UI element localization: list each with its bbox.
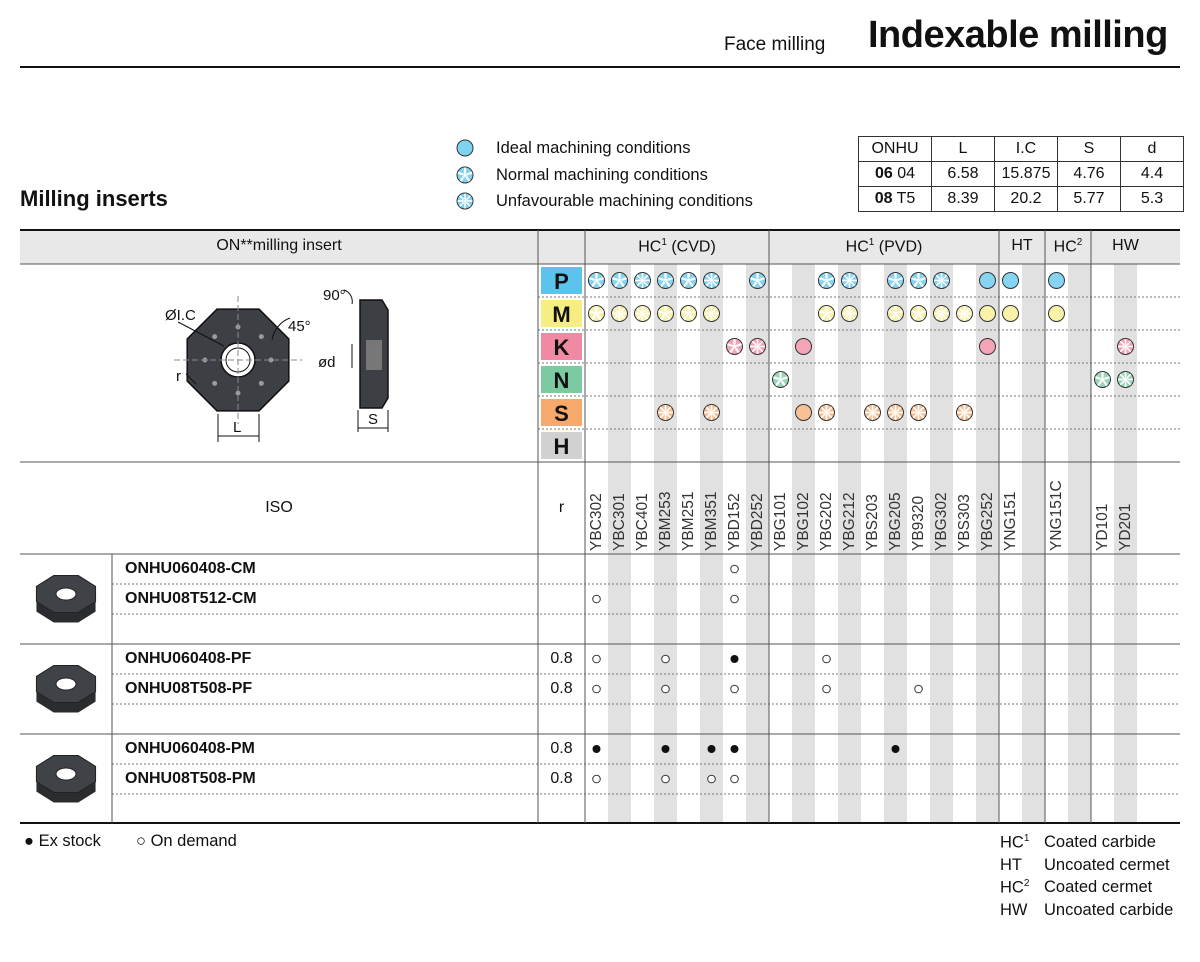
- grade-label: YNG151: [1002, 491, 1019, 551]
- insert-photo: [36, 576, 95, 623]
- dim-value: 5.77: [1058, 187, 1121, 212]
- group-header: [769, 237, 999, 256]
- unfavourable-icon: [658, 405, 674, 421]
- group-header: [1091, 237, 1160, 255]
- unfavourable-icon: [1118, 339, 1134, 355]
- normal-icon: [727, 339, 743, 355]
- abbrev-code-text: HC: [1000, 878, 1024, 897]
- unfavourable-icon: [635, 273, 651, 289]
- grade-label: YBD252: [749, 493, 766, 551]
- group-code: HC: [638, 238, 662, 256]
- product-code: ONHU060408-CM: [125, 560, 256, 577]
- grade-label: YBC301: [611, 493, 628, 551]
- dim-value: 4.76: [1058, 162, 1121, 187]
- L-label: L: [233, 419, 242, 436]
- abbrev-desc: Coated cermet: [1044, 878, 1153, 896]
- on-demand-mark: [731, 595, 739, 603]
- ideal-icon: [980, 273, 996, 289]
- dim-value: 5.3: [1121, 187, 1184, 212]
- ideal-icon: [796, 405, 812, 421]
- product-code: ONHU08T508-PM: [125, 770, 256, 787]
- r-header: r: [558, 499, 565, 516]
- abbrev-desc: Uncoated cermet: [1044, 855, 1170, 874]
- abbrev-code: [1000, 901, 1028, 920]
- on-demand-mark: [731, 565, 739, 573]
- normal-icon: [612, 273, 628, 289]
- grade-label: YBG212: [841, 492, 858, 551]
- dim-header: L: [932, 137, 995, 162]
- legend-normal-label: Normal machining conditions: [496, 166, 708, 184]
- unfavourable-icon: [612, 306, 628, 322]
- unfavourable-icon: [934, 306, 950, 322]
- grade-label: YBM251: [680, 491, 697, 551]
- unfavourable-icon: [842, 306, 858, 322]
- material-letter: S: [554, 401, 569, 426]
- ideal-icon: [1049, 306, 1065, 322]
- normal-icon: [681, 306, 697, 322]
- unfavourable-icon: [957, 306, 973, 322]
- on-demand-mark: [662, 655, 670, 663]
- normal-icon: [773, 372, 789, 388]
- corner-radius: 0.8: [550, 740, 573, 757]
- unfavourable-icon: [865, 405, 881, 421]
- abbrev-desc: Uncoated carbide: [1044, 900, 1174, 919]
- unfavourable-icon: [635, 306, 651, 322]
- section-title: Milling inserts: [20, 186, 168, 211]
- normal-icon: [681, 273, 697, 289]
- ideal-icon: [980, 339, 996, 355]
- normal-icon: [589, 273, 605, 289]
- column-stripe: [1022, 264, 1045, 823]
- abbrev-sup: 1: [1023, 833, 1030, 844]
- dim-size-suffix: T5: [896, 190, 916, 207]
- dim-value: 6.58: [932, 162, 995, 187]
- on-demand-mark: [915, 685, 923, 693]
- corner-radius: 0.8: [550, 770, 573, 787]
- material-letter: N: [553, 368, 570, 393]
- dim-value: 4.4: [1121, 162, 1184, 187]
- grade-label: YBM253: [657, 491, 674, 551]
- r-label: r: [176, 368, 181, 385]
- unfavourable-icon: [842, 273, 858, 289]
- group-header: [999, 237, 1045, 255]
- grade-label: YBG102: [795, 492, 812, 551]
- corner-radius: 0.8: [550, 650, 573, 667]
- iso-header: ISO: [265, 499, 293, 516]
- grade-label: YBG205: [887, 492, 904, 551]
- group-code: HC: [845, 238, 869, 256]
- grade-label: YBG202: [818, 492, 835, 551]
- group-code: HW: [1112, 237, 1139, 254]
- grade-label: YBD152: [726, 493, 743, 551]
- normal-icon: [911, 273, 927, 289]
- abbrev-code: [1000, 878, 1029, 898]
- unfavourable-icon: [819, 405, 835, 421]
- group-suffix: (CVD): [666, 238, 716, 256]
- grade-label: YBC401: [634, 493, 651, 551]
- abbrev-code: [1000, 833, 1029, 853]
- dim-value: 8.39: [932, 187, 995, 212]
- on-demand-mark: [662, 775, 670, 783]
- grade-label: YD101: [1094, 503, 1111, 551]
- normal-icon: [911, 306, 927, 322]
- abbrev-code-text: HC: [1000, 833, 1024, 852]
- product-code: ONHU060408-PM: [125, 740, 255, 757]
- unfavourable-icon: [704, 273, 720, 289]
- grade-label: YD201: [1117, 503, 1134, 551]
- group-code: HT: [1011, 237, 1033, 254]
- material-letter: M: [552, 302, 571, 327]
- normal-icon: [589, 306, 605, 322]
- abbrev-code-text: HW: [1000, 900, 1028, 919]
- insert-diagram: [165, 287, 388, 442]
- grade-label: YBC302: [588, 493, 605, 551]
- grade-label: YBG302: [933, 492, 950, 551]
- dim-size-code: 08: [874, 190, 893, 207]
- ex-stock-mark: [593, 745, 601, 753]
- ic-label: ØI.C: [165, 307, 196, 324]
- ideal-icon: [980, 306, 996, 322]
- dim-header: d: [1121, 137, 1184, 162]
- abbrev-code-text: HT: [1000, 855, 1022, 874]
- ex-stock-mark: [708, 745, 716, 753]
- ideal-icon: [1003, 306, 1019, 322]
- abbrev-sup: 2: [1023, 878, 1030, 889]
- on-demand-mark: [593, 685, 601, 693]
- dim-header: I.C: [995, 137, 1058, 162]
- dim-value: 15.875: [995, 162, 1058, 187]
- on-demand-mark: [708, 775, 716, 783]
- product-code: ONHU060408-PF: [125, 650, 252, 667]
- group-header: [585, 237, 769, 256]
- unfavourable-icon: [704, 405, 720, 421]
- grade-label: YNG151C: [1048, 480, 1065, 551]
- normal-icon: [888, 273, 904, 289]
- ex-stock-mark: [892, 745, 900, 753]
- material-letter: K: [553, 335, 570, 360]
- unfavourable-icon: [911, 405, 927, 421]
- grade-label: YBM351: [703, 491, 720, 551]
- legend-unfavourable-label: Unfavourable machining conditions: [496, 192, 753, 210]
- material-letter: P: [554, 269, 569, 294]
- normal-icon: [750, 273, 766, 289]
- unfavourable-icon: [750, 339, 766, 355]
- legend-ex-stock: ● Ex stock: [24, 832, 101, 850]
- group-sup: 1: [868, 237, 875, 248]
- normal-icon: [658, 273, 674, 289]
- group-code: HC: [1053, 238, 1077, 256]
- ex-stock-label: Ex stock: [38, 832, 101, 850]
- material-letter: H: [553, 434, 570, 459]
- ex-stock-mark: [731, 745, 739, 753]
- on-demand-mark: [662, 685, 670, 693]
- S-label: S: [368, 411, 379, 428]
- ideal-icon: [1003, 273, 1019, 289]
- group-suffix: (PVD): [874, 238, 923, 256]
- column-stripe: [1068, 264, 1091, 823]
- on-demand-mark: [823, 655, 831, 663]
- dim-size-code: 06: [874, 165, 893, 182]
- dim-size-suffix: 04: [897, 165, 916, 182]
- normal-icon: [1095, 372, 1111, 388]
- unfavourable-icon: [957, 405, 973, 421]
- normal-icon: [819, 306, 835, 322]
- insert-photo: [36, 666, 95, 713]
- legend-on-demand: ○ On demand: [136, 832, 237, 850]
- dim-header: S: [1058, 137, 1121, 162]
- grade-label: YBG252: [979, 492, 996, 551]
- unfavourable-icon: [934, 273, 950, 289]
- insert-header: ON**milling insert: [216, 237, 342, 254]
- angle-side-label: 45°: [288, 318, 311, 335]
- on-demand-mark: [593, 595, 601, 603]
- grade-label: YBS303: [956, 494, 973, 551]
- insert-photo: [36, 756, 95, 803]
- legend-ideal-label: Ideal machining conditions: [496, 139, 691, 157]
- ideal-icon: [796, 339, 812, 355]
- header-section: Face milling: [724, 34, 826, 55]
- product-code: ONHU08T508-PF: [125, 680, 253, 697]
- ex-stock-mark: [662, 745, 670, 753]
- group-sup: 2: [1076, 237, 1083, 248]
- dim-header: ONHU: [859, 137, 932, 162]
- abbrev-code: [1000, 856, 1022, 875]
- abbrev-desc: Coated carbide: [1044, 833, 1156, 851]
- on-demand-mark: [593, 775, 601, 783]
- grade-label: YBG101: [772, 492, 789, 551]
- on-demand-label: On demand: [150, 832, 237, 850]
- unfavourable-icon: [1118, 372, 1134, 388]
- on-demand-mark: [731, 775, 739, 783]
- ex-stock-mark: [731, 655, 739, 663]
- grade-label: YB9320: [910, 495, 927, 551]
- normal-icon: [658, 306, 674, 322]
- dim-value: 20.2: [995, 187, 1058, 212]
- grade-label: YBS203: [864, 494, 881, 551]
- on-demand-mark: [593, 655, 601, 663]
- unfavourable-icon: [704, 306, 720, 322]
- page-title: Indexable milling: [868, 14, 1168, 56]
- d-label: ød: [318, 354, 336, 371]
- normal-icon: [888, 306, 904, 322]
- unfavourable-icon: [888, 405, 904, 421]
- on-demand-mark: [823, 685, 831, 693]
- product-code: ONHU08T512-CM: [125, 590, 257, 607]
- group-sup: 1: [661, 237, 667, 248]
- normal-icon: [819, 273, 835, 289]
- group-header: [1045, 237, 1091, 256]
- corner-radius: 0.8: [550, 680, 573, 697]
- angle-top-label: 90°: [323, 287, 346, 304]
- on-demand-mark: [731, 685, 739, 693]
- ideal-icon: [1049, 273, 1065, 289]
